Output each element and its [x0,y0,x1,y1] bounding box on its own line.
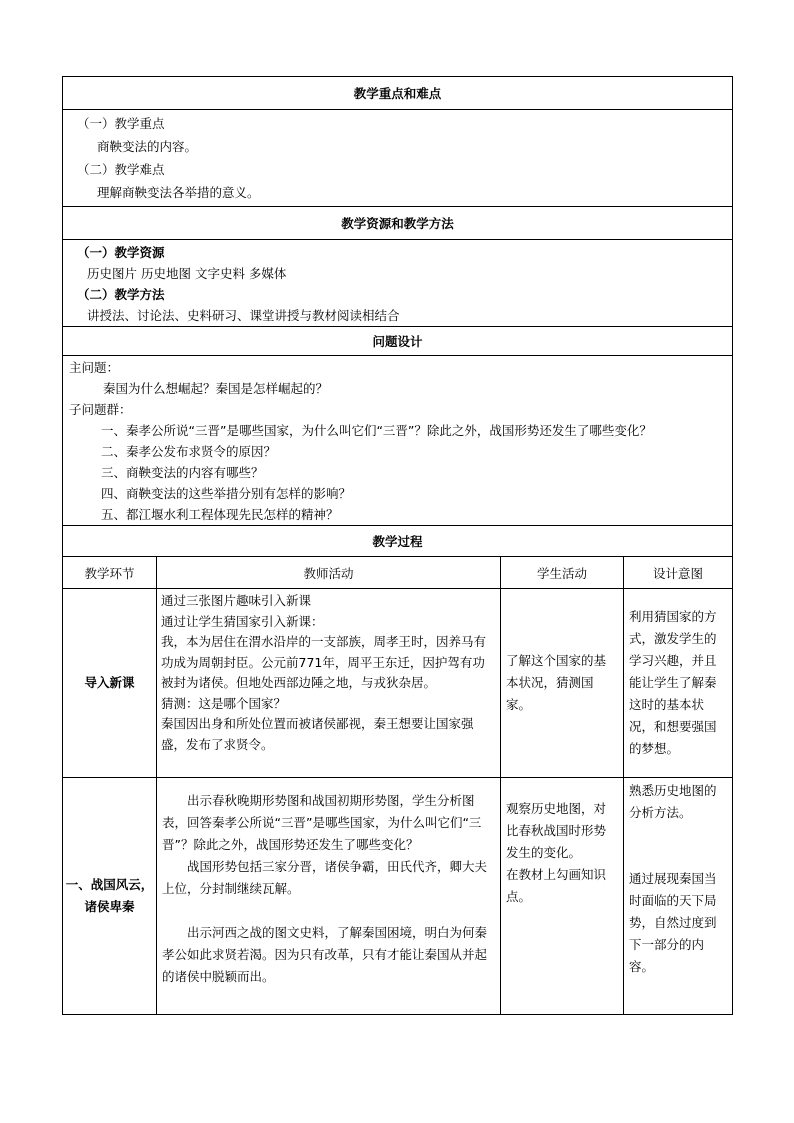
student-activity-cell [501,589,624,778]
column-header-student: 学生活动 [501,557,624,589]
teacher-activity-cell [157,589,501,778]
section-title-resources: 教学资源和教学方法 [63,207,733,240]
key-points-text: 商鞅变法的内容。 [97,139,198,154]
table-row [63,589,733,778]
resources-heading: （一）教学资源 [77,245,165,260]
column-header-teacher: 教师活动 [157,557,501,589]
sub-question: 四、商鞅变法的这些举措分别有怎样的影响？ [101,486,352,501]
design-intent-line: 利用猜国家的方式，激发学生的学习兴趣，并且能让学生了解秦这时的基本状况，和想要强国的梦想。 [629,609,717,756]
sub-question: 三、商鞅变法的内容有哪些？ [101,465,264,480]
design-intent-cell [624,778,733,1015]
sub-question: 二、秦孝公发布求贤令的原因？ [101,444,277,459]
section-title-questions: 问题设计 [63,327,733,356]
key-points-heading: （一）教学重点 [77,116,165,131]
main-question: 秦国为什么想崛起？秦国是怎样崛起的？ [103,381,329,396]
student-activity-line: 了解这个国家的基本状况，猜测国家。 [506,653,607,712]
lesson-plan-page [62,76,732,1015]
teacher-activity-line: 我，本为居住在渭水沿岸的一支部族，周孝王时，因养马有功成为周朝封臣。公元前771年，周平王东迁，因护驾有功被封为诸侯。但地处西部边陲之地，与戎狄杂居。 [161,634,487,690]
teacher-activity-line: 秦国因出身和所处位置而被诸侯鄙视，秦王想要让国家强盛，发布了求贤令。 [161,716,474,752]
methods-text: 讲授法、讨论法、史料研习、课堂讲授与教材阅读相结合 [87,308,400,323]
sub-question: 五、都江堰水利工程体现先民怎样的精神？ [101,507,339,522]
resources-body [63,240,733,327]
lesson-plan-table [62,76,733,1015]
sub-question: 一、秦孝公所说“三晋”是哪些国家，为什么叫它们“三晋”？除此之外，战国形势还发生了哪些变化？ [101,423,652,438]
section-title-key-points: 教学重点和难点 [63,77,733,110]
column-header-stage: 教学环节 [63,557,157,589]
design-intent-line: 通过展现秦国当时面临的天下局势，自然过度到下一部分的内容。 [629,871,717,974]
difficulty-text: 理解商鞅变法各举措的意义。 [97,185,260,200]
stage-cell: 导入新课 [63,589,157,778]
teacher-activity-line: 出示河西之战的图文史料，了解秦国困境，明白为何秦孝公如此求贤若渴。因为只有改革，只有才能让秦国从并起的诸侯中脱颖而出。 [162,925,488,984]
key-points-body [63,110,733,207]
questions-body [63,356,733,526]
column-header-intent: 设计意图 [624,557,733,589]
design-intent-cell [624,589,733,778]
teacher-activity-line: 通过三张图片趣味引入新课 [161,593,312,608]
methods-heading: （二）教学方法 [77,287,165,302]
teacher-activity-line: 猜测：这是哪个国家？ [161,695,287,711]
student-activity-line: 在教材上勾画知识点。 [506,867,607,904]
student-activity-cell [501,778,624,1015]
design-intent-line: 熟悉历史地图的分析方法。 [629,783,717,820]
sub-question-label: 子问题群： [69,402,132,417]
teacher-activity-cell [157,778,501,1015]
table-row [63,778,733,1015]
stage-cell: 一、战国风云，诸侯卑秦 [63,778,157,1015]
section-title-process: 教学过程 [63,526,733,557]
teacher-activity-line: 战国形势包括三家分晋，诸侯争霸，田氏代齐，卿大夫上位，分封制继续瓦解。 [162,859,488,896]
teacher-activity-line: 出示春秋晚期形势图和战国初期形势图，学生分析图表，回答秦孝公所说“三晋”是哪些国家，为什么叫它们“三晋”？除此之外，战国形势还发生了哪些变化？ [162,793,482,852]
teacher-activity-line: 通过让学生猜国家引入新课： [161,613,324,629]
difficulty-heading: （二）教学难点 [77,162,165,177]
student-activity-line: 观察历史地图，对比春秋战国时形势发生的变化。 [506,801,607,860]
main-question-label: 主问题： [69,360,120,375]
resources-text: 历史图片 历史地图 文字史料 多媒体 [87,266,287,281]
